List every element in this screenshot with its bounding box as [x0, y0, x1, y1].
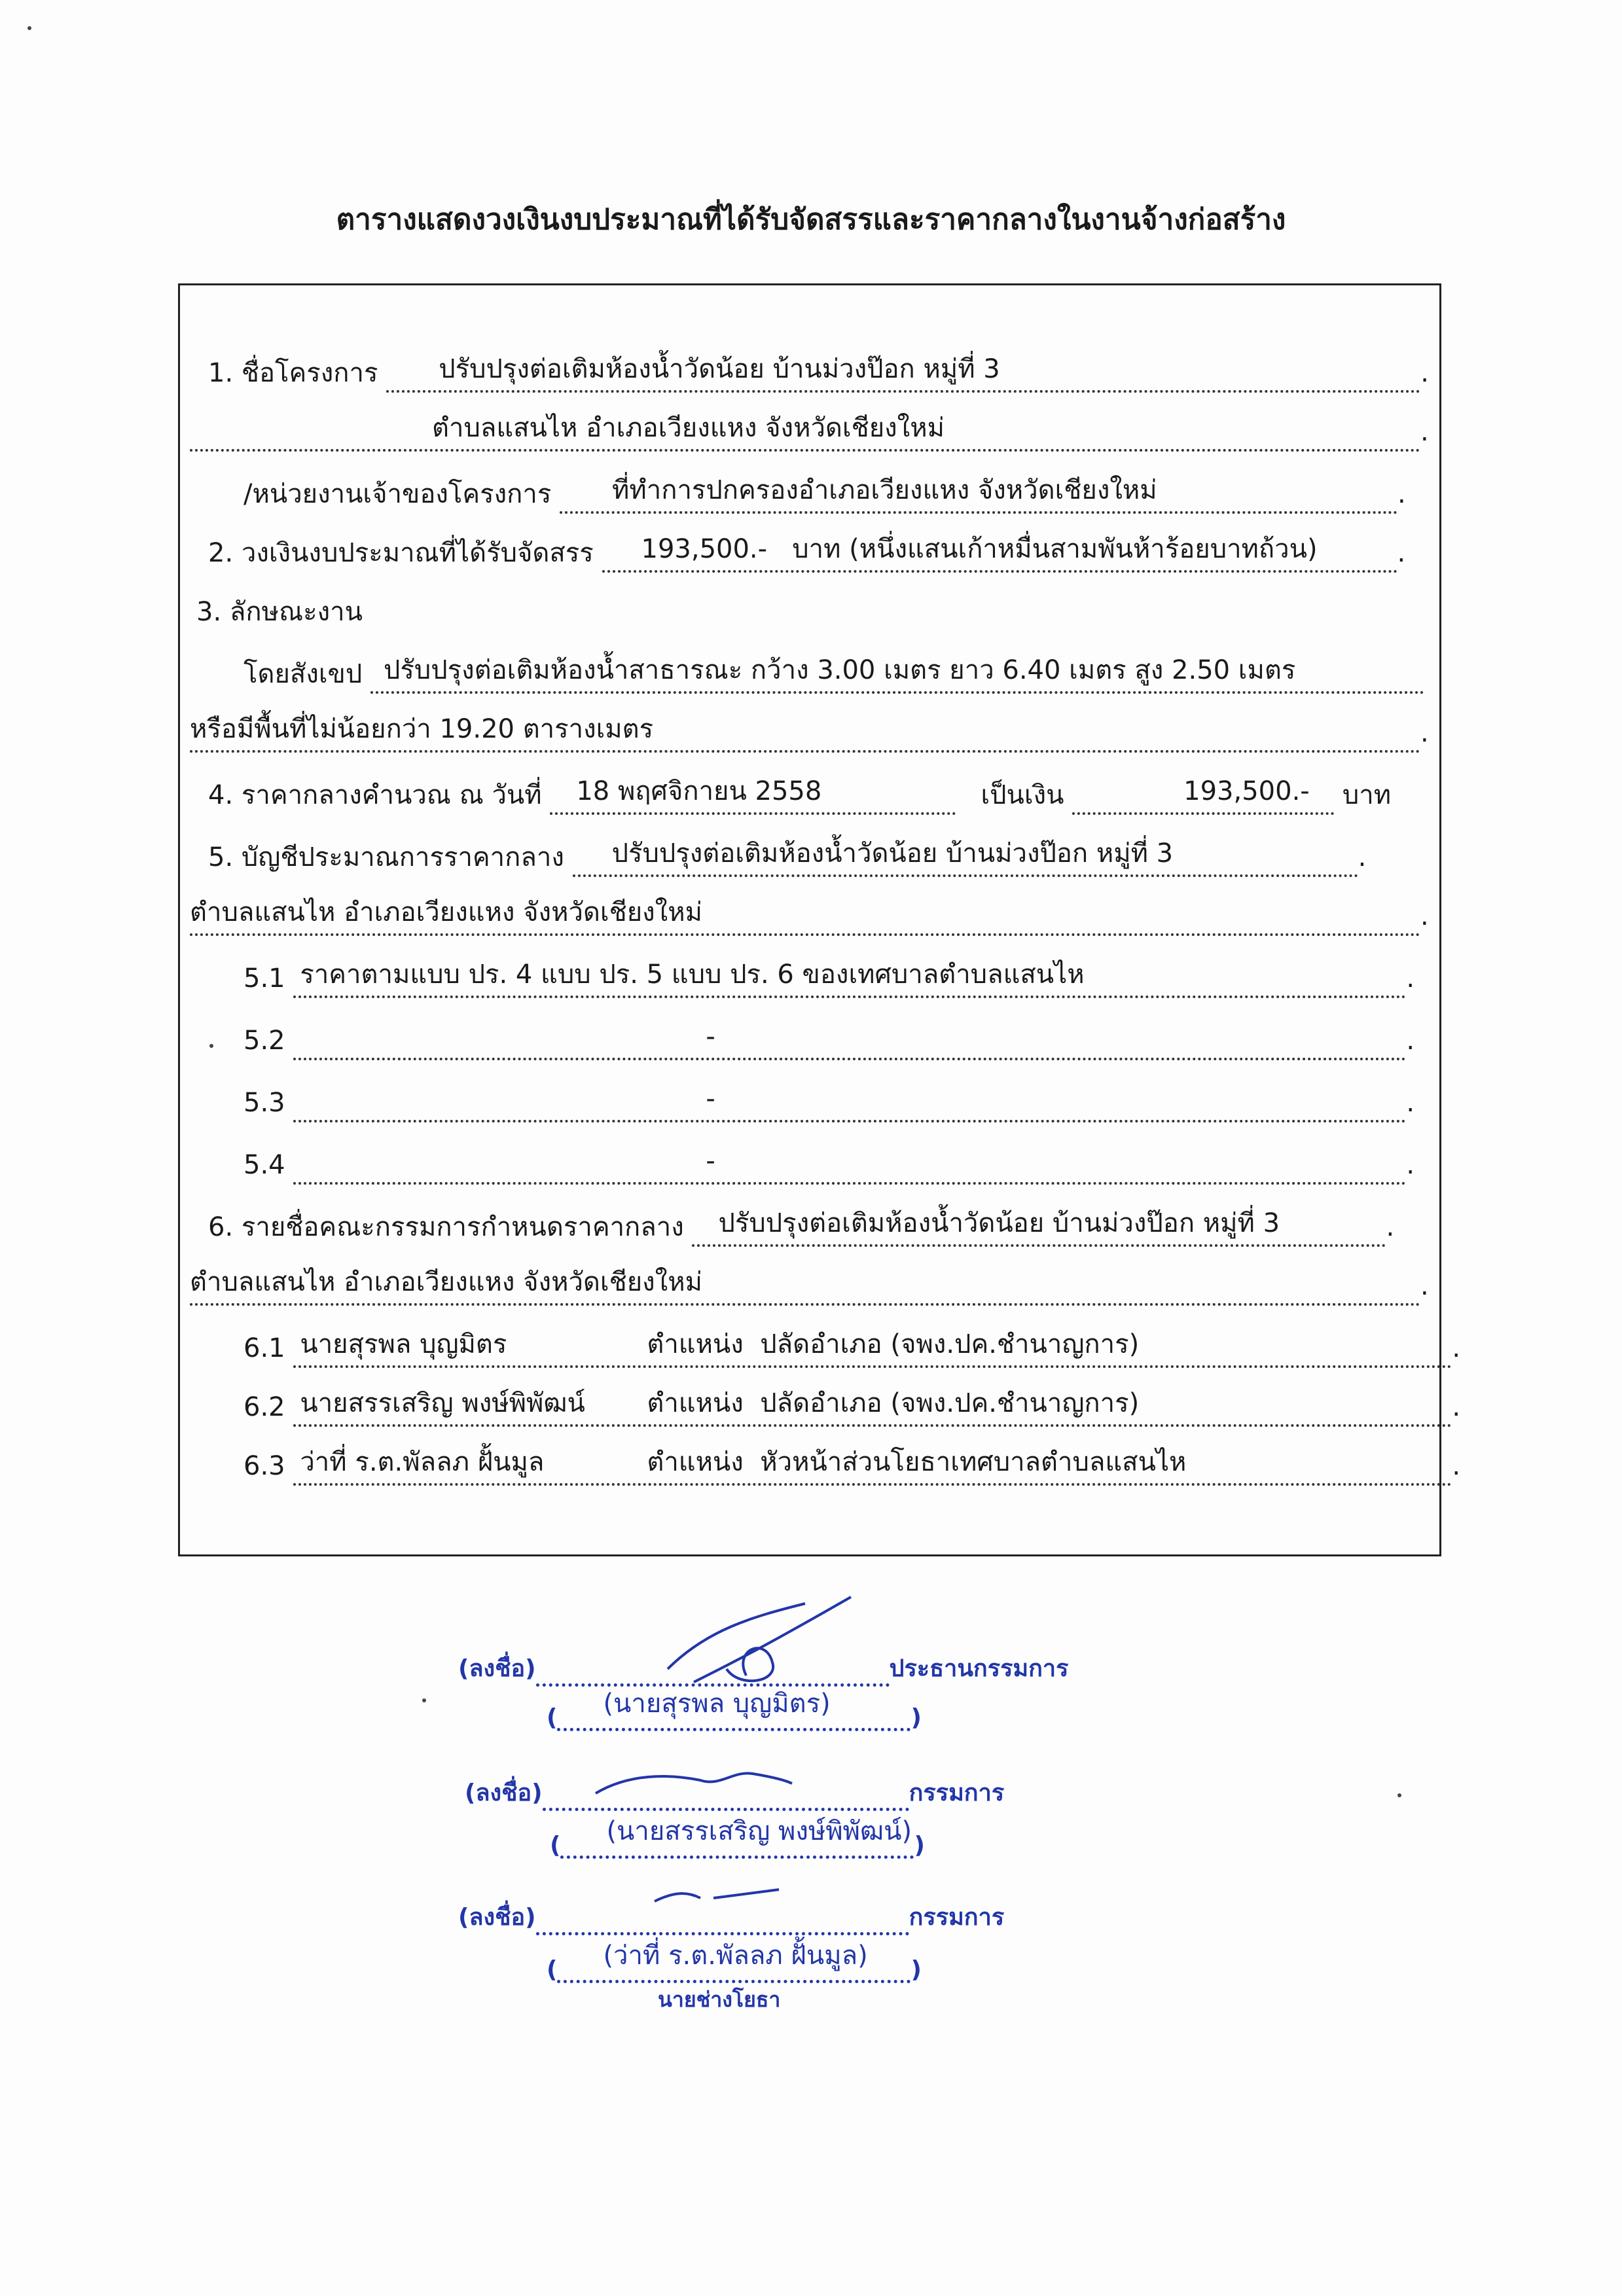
item4-row — [208, 776, 1391, 815]
item6-value: ปรับปรุงต่อเติมห้องน้ำวัดน้อย บ้านม่วงป๊อก หมู่ที่ 3 — [718, 1208, 1280, 1238]
item6-row: 6. รายชื่อคณะกรรมการกำหนดราคากลาง ปรับปรุงต่อเติมห้องน้ำวัดน้อย บ้านม่วงป๊อก หมู่ที่ 3 . — [208, 1208, 1394, 1247]
printed-name-2 — [550, 1816, 925, 1859]
calc-date-line — [550, 776, 956, 815]
agency-value-line — [560, 475, 1397, 514]
item1-agency-row: /หน่วยงานเจ้าของโครงการ ที่ทำการปกครองอำเภอเวียงแหง จังหวัดเชียงใหม่ . — [243, 475, 1406, 514]
member-pos-label: ตำแหน่ง — [647, 1329, 744, 1359]
signer-subtitle: นายช่างโยธา — [658, 1987, 781, 2012]
calc-date: 18 พฤศจิกายน 2558 — [576, 776, 822, 806]
item6-value2: ตำบลแสนไห อำเภอเวียงแหง จังหวัดเชียงใหม่ — [190, 1267, 702, 1297]
item1-value-line2 — [190, 413, 1420, 452]
calc-amount: 193,500.- — [1183, 776, 1310, 806]
sign-label: (ลงชื่อ) — [458, 1655, 536, 1682]
item3-label: 3. ลักษณะงาน — [196, 597, 363, 627]
sign-role: กรรมการ — [909, 1780, 1005, 1806]
member-line — [293, 1388, 1452, 1427]
summary-line2 — [190, 714, 1420, 753]
member-position: ปลัดอำเภอ (จพง.ปค.ชำนาญการ) — [760, 1329, 1140, 1359]
scan-speck — [209, 1044, 213, 1048]
item5-value2: ตำบลแสนไห อำเภอเวียงแหง จังหวัดเชียงใหม่ — [190, 897, 702, 927]
signer-name: (นายสุรพล บุญมิตร) — [603, 1689, 831, 1719]
item5-sub-row: 5.4 - . — [243, 1145, 1415, 1185]
sign-label: (ลงชื่อ) — [458, 1904, 536, 1931]
summary-line — [370, 655, 1424, 694]
sign-role: ประธานกรรมการ — [889, 1655, 1069, 1682]
sub-num: 5.4 — [243, 1150, 285, 1180]
item6-value-line — [692, 1208, 1386, 1247]
member-name: ว่าที่ ร.ต.พัลลภ ฝั้นมูล — [300, 1447, 545, 1477]
name-open-paren: ( — [547, 1704, 558, 1731]
member-num: 6.1 — [243, 1333, 285, 1363]
sub-text: - — [706, 1146, 715, 1176]
member-pos-label: ตำแหน่ง — [647, 1388, 744, 1418]
item4-label: 4. ราคากลางคำนวณ ณ วันที่ — [208, 780, 542, 810]
summary-label: โดยสังเขป — [243, 659, 363, 689]
item6-label: 6. รายชื่อคณะกรรมการกำหนดราคากลาง — [208, 1212, 684, 1242]
budget-text: บาท (หนึ่งแสนเก้าหมื่นสามพันห้าร้อยบาทถ้วน) — [792, 534, 1318, 564]
agency-label: /หน่วยงานเจ้าของโครงการ — [243, 479, 552, 509]
member-pos-label: ตำแหน่ง — [647, 1447, 744, 1477]
member-num: 6.3 — [243, 1451, 285, 1481]
item5-value: ปรับปรุงต่อเติมห้องน้ำวัดน้อย บ้านม่วงป๊อก หมู่ที่ 3 — [611, 838, 1174, 869]
item1-label: 1. ชื่อโครงการ — [208, 358, 378, 388]
name-open-paren: ( — [550, 1832, 561, 1859]
sign-role: กรรมการ — [909, 1904, 1005, 1931]
item6-row2: ตำบลแสนไห อำเภอเวียงแหง จังหวัดเชียงใหม่ . — [190, 1266, 1429, 1306]
item6-value-line2 — [190, 1267, 1420, 1306]
item5-value-line2 — [190, 897, 1420, 936]
sub-text: ราคาตามแบบ ปร. 4 แบบ ปร. 5 แบบ ปร. 6 ของเทศบาลตำบลแสนไห — [300, 960, 1085, 990]
item5-value-line — [573, 838, 1358, 877]
name-close-paren: ) — [914, 1832, 925, 1859]
name-close-paren: ) — [910, 1956, 922, 1983]
budget-amount: 193,500.- — [641, 534, 768, 564]
member-position: หัวหน้าส่วนโยธาเทศบาลตำบลแสนไห — [760, 1447, 1187, 1477]
item5-row2: ตำบลแสนไห อำเภอเวียงแหง จังหวัดเชียงใหม่ . — [190, 897, 1429, 936]
sub-num: 5.3 — [243, 1088, 285, 1118]
printed-name-1 — [547, 1689, 922, 1731]
item1-row2: ตำบลแสนไห อำเภอเวียงแหง จังหวัดเชียงใหม่ . — [190, 412, 1429, 452]
item5-sub-row: 5.2 - . — [243, 1021, 1415, 1060]
sub-line — [293, 1084, 1406, 1122]
sign-label: (ลงชื่อ) — [465, 1780, 543, 1806]
member-name: นายสุรพล บุญมิตร — [300, 1329, 507, 1359]
sub-num: 5.2 — [243, 1026, 285, 1056]
signature-scribble-3 — [648, 1882, 792, 1908]
member-line — [293, 1329, 1452, 1368]
item2-value-line — [602, 534, 1397, 573]
sub-text: - — [706, 1022, 715, 1052]
sub-line — [293, 1146, 1406, 1185]
item3-summary-row2: หรือมีพื้นที่ไม่น้อยกว่า 19.20 ตารางเมตร . — [190, 713, 1429, 753]
member-num: 6.2 — [243, 1392, 285, 1422]
item3-summary-row — [243, 655, 1424, 694]
member-line — [293, 1447, 1452, 1486]
signer-name: (นายสรรเสริญ พงษ์พิพัฒน์) — [606, 1816, 912, 1846]
agency-value: ที่ทำการปกครองอำเภอเวียงแหง จังหวัดเชียงใหม่ — [612, 475, 1157, 505]
item3-row — [196, 592, 363, 632]
item2-row: 2. วงเงินงบประมาณที่ได้รับจัดสรร 193,500.- บาท (หนึ่งแสนเก้าหมื่นสามพันห้าร้อยบาทถ้วน) . — [208, 533, 1405, 573]
item5-sub-row: 5.1 ราคาตามแบบ ปร. 4 แบบ ปร. 5 แบบ ปร. 6 ของเทศบาลตำบลแสนไห . — [243, 959, 1415, 998]
printed-name-3 — [547, 1941, 922, 1983]
name-open-paren: ( — [547, 1956, 558, 1983]
member-row: 6.3 ว่าที่ ร.ต.พัลลภ ฝั้นมูล ตำแหน่ง หัวหน้าส่วนโยธาเทศบาลตำบลแสนไห . — [243, 1446, 1460, 1486]
item2-label: 2. วงเงินงบประมาณที่ได้รับจัดสรร — [208, 538, 594, 568]
scan-speck — [422, 1698, 426, 1702]
item1-value: ปรับปรุงต่อเติมห้องน้ำวัดน้อย บ้านม่วงป๊อก หมู่ที่ 3 — [439, 354, 1000, 384]
member-row: 6.1 นายสุรพล บุญมิตร ตำแหน่ง ปลัดอำเภอ (จพง.ปค.ชำนาญการ) . — [243, 1329, 1460, 1368]
calc-amount-line — [1072, 776, 1334, 815]
item1-row: 1. ชื่อโครงการ ปรับปรุงต่อเติมห้องน้ำวัดน้อย บ้านม่วงป๊อก หมู่ที่ 3 . — [208, 353, 1429, 393]
item5-label: 5. บัญชีประมาณการราคากลาง — [208, 842, 564, 872]
item5-row: 5. บัญชีประมาณการราคากลาง ปรับปรุงต่อเติมห้องน้ำวัดน้อย บ้านม่วงป๊อก หมู่ที่ 3 . — [208, 838, 1366, 877]
sub-text: - — [706, 1084, 715, 1114]
item5-sub-row: 5.3 - . — [243, 1083, 1415, 1122]
signature-scribble-2 — [589, 1761, 799, 1800]
summary-text2: หรือมีพื้นที่ไม่น้อยกว่า 19.20 ตารางเมตร — [190, 714, 654, 744]
sub-line — [293, 960, 1406, 998]
sub-line — [293, 1022, 1406, 1060]
document-title: ตารางแสดงวงเงินงบประมาณที่ได้รับจัดสรรและราคากลางในงานจ้างก่อสร้าง — [336, 203, 1286, 236]
money-label: เป็นเงิน — [981, 780, 1064, 810]
item1-value2: ตำบลแสนไห อำเภอเวียงแหง จังหวัดเชียงใหม่ — [432, 413, 945, 443]
member-row: 6.2 นายสรรเสริญ พงษ์พิพัฒน์ ตำแหน่ง ปลัดอำเภอ (จพง.ปค.ชำนาญการ) . — [243, 1388, 1460, 1427]
member-name: นายสรรเสริญ พงษ์พิพัฒน์ — [300, 1388, 585, 1418]
member-position: ปลัดอำเภอ (จพง.ปค.ชำนาญการ) — [760, 1388, 1140, 1418]
money-unit: บาท — [1342, 780, 1392, 810]
scan-speck — [1397, 1793, 1401, 1797]
scan-speck — [27, 26, 31, 30]
sub-num: 5.1 — [243, 963, 285, 994]
item1-value-line — [386, 354, 1420, 393]
summary-text: ปรับปรุงต่อเติมห้องน้ำสาธารณะ กว้าง 3.00 เมตร ยาว 6.40 เมตร สูง 2.50 เมตร — [383, 655, 1296, 685]
signer-name: (ว่าที่ ร.ต.พัลลภ ฝั้นมูล) — [603, 1941, 868, 1971]
name-close-paren: ) — [910, 1704, 922, 1731]
